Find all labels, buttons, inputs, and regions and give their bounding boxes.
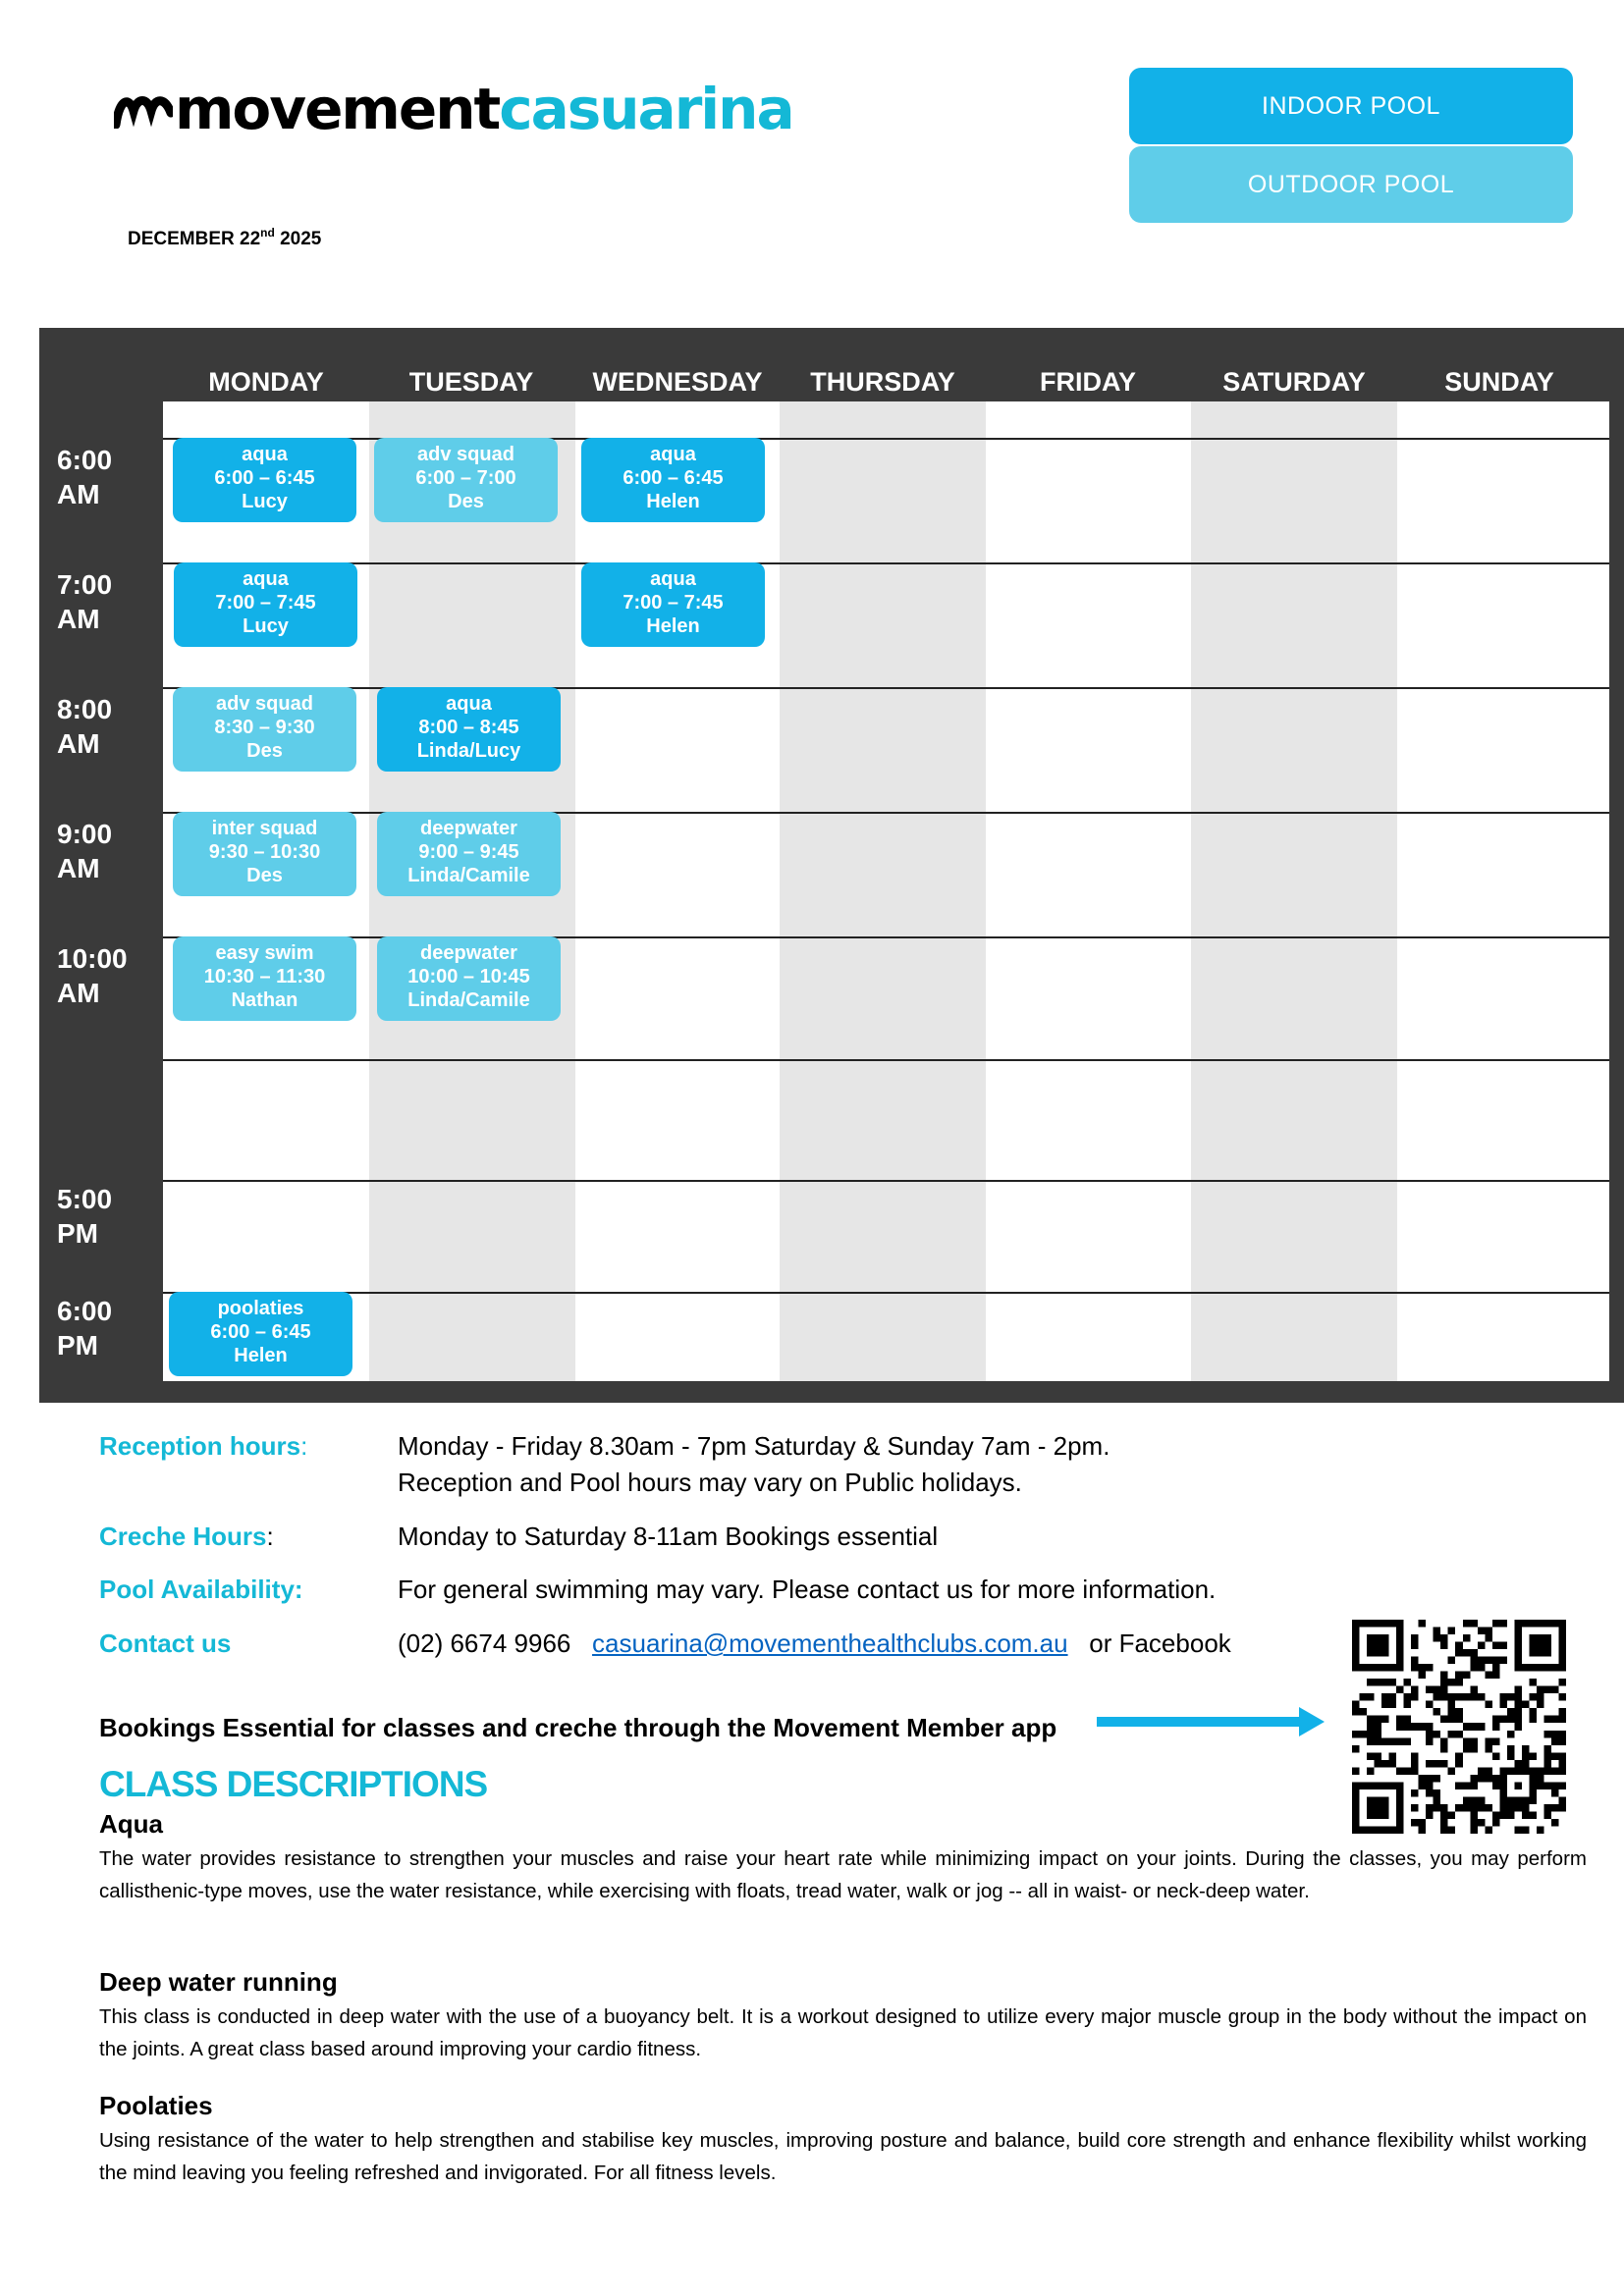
time-label: 7:00 AM (57, 569, 113, 634)
class-card[interactable] (174, 562, 357, 647)
time-label: 10:00 AM (57, 943, 128, 1008)
saturday-column-shade (1191, 401, 1397, 1381)
bookings-note: Bookings Essential for classes and creche through the Movement Member app (99, 1713, 1057, 1742)
class-instructor: Helen (646, 615, 700, 637)
date-suffix: nd (260, 226, 275, 240)
class-time: 6:00 – 6:45 (210, 1321, 311, 1343)
class-name: aqua (650, 444, 696, 465)
class-time: 6:00 – 6:45 (623, 467, 724, 489)
class-time: 10:00 – 10:45 (407, 966, 530, 988)
reception-hours-line2: Reception and Pool hours may vary on Public holidays. (398, 1468, 1022, 1497)
class-name: aqua (446, 693, 492, 715)
day-header-sunday: SUNDAY (1444, 367, 1554, 397)
creche-hours-value: Monday to Saturday 8-11am Bookings essential (398, 1522, 939, 1551)
class-name: aqua (242, 444, 288, 465)
class-name: easy swim (215, 942, 314, 964)
reception-hours-label: Reception hours: (99, 1431, 308, 1461)
class-card[interactable] (581, 562, 765, 647)
pool-availability-value: For general swimming may vary. Please contact us for more information. (398, 1575, 1217, 1604)
description-text-aqua: The water provides resistance to strengthen your muscles and raise your heart rate while minimizing impact on your joints. During the classes, you may perform callisthenic-type moves, use the water resistance, while exercising with floats, tread water, walk or jog -- all in waist- or neck-deep water. (99, 1847, 1587, 1902)
time-label: 8:00 AM (57, 694, 113, 759)
class-time: 6:00 – 6:45 (214, 467, 315, 489)
class-instructor: Nathan (231, 989, 298, 1011)
class-name: deepwater (420, 818, 517, 839)
class-instructor: Linda/Camile (407, 989, 530, 1011)
timetable (39, 328, 1624, 1403)
class-instructor: Des (246, 740, 283, 762)
class-time: 10:30 – 11:30 (203, 966, 326, 988)
contact-email-link[interactable]: casuarina@movementhealthclubs.com.au (592, 1629, 1068, 1658)
class-instructor: Linda/Lucy (416, 740, 521, 762)
brand-word-2: casuarina (499, 76, 793, 142)
time-label: 6:00 AM (57, 445, 113, 509)
class-time: 6:00 – 7:00 (415, 467, 516, 489)
description-heading-deep-water: Deep water running (99, 1967, 338, 1997)
class-time: 9:30 – 10:30 (208, 841, 321, 863)
outdoor-pool-button[interactable]: OUTDOOR POOL (1129, 146, 1573, 223)
class-instructor: Helen (646, 491, 700, 512)
description-heading-poolaties: Poolaties (99, 2091, 213, 2120)
qr-code-icon[interactable] (1352, 1620, 1566, 1834)
time-label: 5:00 PM (57, 1184, 113, 1249)
contact-label: Contact us (99, 1629, 232, 1658)
class-time: 7:00 – 7:45 (623, 592, 724, 614)
class-time: 9:00 – 9:45 (418, 841, 519, 863)
description-heading-aqua: Aqua (99, 1809, 163, 1839)
time-label: 9:00 AM (57, 819, 113, 883)
description-text-deep-water: This class is conducted in deep water with the use of a buoyancy belt. It is a workout designed to utilize every major muscle group in the body without the impact on the joints. A great class based around improving your cardio fitness. (99, 2005, 1587, 2060)
day-header-friday: FRIDAY (1039, 367, 1137, 397)
day-header-wednesday: WEDNESDAY (592, 367, 763, 397)
day-header-monday: MONDAY (208, 367, 324, 397)
row-divider (163, 1059, 1609, 1061)
class-instructor: Linda/Camile (407, 865, 530, 886)
class-name: poolaties (217, 1298, 304, 1319)
creche-hours-label: Creche Hours: (99, 1522, 274, 1551)
class-card[interactable] (581, 438, 765, 522)
class-card[interactable] (169, 1292, 352, 1376)
date-year: 2025 (280, 229, 322, 249)
contact-details (398, 1629, 1231, 1659)
class-name: adv squad (216, 693, 313, 715)
class-instructor: Lucy (243, 615, 289, 637)
thursday-column-shade (780, 401, 986, 1381)
class-time: 7:00 – 7:45 (215, 592, 316, 614)
day-header-thursday: THURSDAY (810, 367, 955, 397)
time-label: 6:00 PM (57, 1296, 113, 1361)
class-name: aqua (650, 568, 696, 590)
class-card[interactable] (374, 438, 558, 522)
right-arrow-icon (1097, 1705, 1326, 1738)
day-header-tuesday: TUESDAY (408, 367, 534, 397)
class-card[interactable] (173, 438, 356, 522)
pool-availability-label: Pool Availability: (99, 1575, 303, 1604)
class-card[interactable] (173, 687, 356, 772)
class-instructor: Des (246, 865, 283, 886)
class-name: adv squad (417, 444, 514, 465)
class-card[interactable] (377, 687, 561, 772)
indoor-pool-button[interactable]: INDOOR POOL (1129, 68, 1573, 144)
class-card[interactable] (377, 936, 561, 1021)
brand-logo (114, 77, 793, 141)
row-divider (163, 562, 1609, 564)
row-divider (163, 1292, 1609, 1294)
class-instructor: Lucy (242, 491, 288, 512)
class-card[interactable] (377, 812, 561, 896)
class-name: inter squad (211, 818, 318, 839)
class-instructor: Helen (234, 1345, 288, 1366)
contact-suffix: or Facebook (1089, 1629, 1231, 1658)
brand-word-1: movement (175, 76, 500, 142)
class-time: 8:30 – 9:30 (214, 717, 315, 738)
class-card[interactable] (173, 936, 356, 1021)
class-time: 8:00 – 8:45 (418, 717, 519, 738)
timetable-date (128, 226, 321, 250)
class-descriptions-title: CLASS DESCRIPTIONS (99, 1764, 488, 1804)
contact-phone: (02) 6674 9966 (398, 1629, 571, 1658)
row-divider (163, 1180, 1609, 1182)
date-prefix: DECEMBER 22 (128, 229, 261, 249)
logo-waves-icon (114, 89, 173, 129)
class-card[interactable] (173, 812, 356, 896)
class-name: deepwater (420, 942, 517, 964)
class-name: aqua (243, 568, 289, 590)
class-instructor: Des (448, 491, 484, 512)
reception-hours-line1: Monday - Friday 8.30am - 7pm Saturday & Sunday 7am - 2pm. (398, 1431, 1110, 1461)
day-header-saturday: SATURDAY (1222, 367, 1366, 397)
brand-name (175, 76, 793, 142)
description-text-poolaties: Using resistance of the water to help strengthen and stabilise key muscles, improving posture and balance, build core strength and enhance flexibility whilst working the mind leaving you feeling refreshed and invigorated. For all fitness levels. (99, 2129, 1587, 2184)
